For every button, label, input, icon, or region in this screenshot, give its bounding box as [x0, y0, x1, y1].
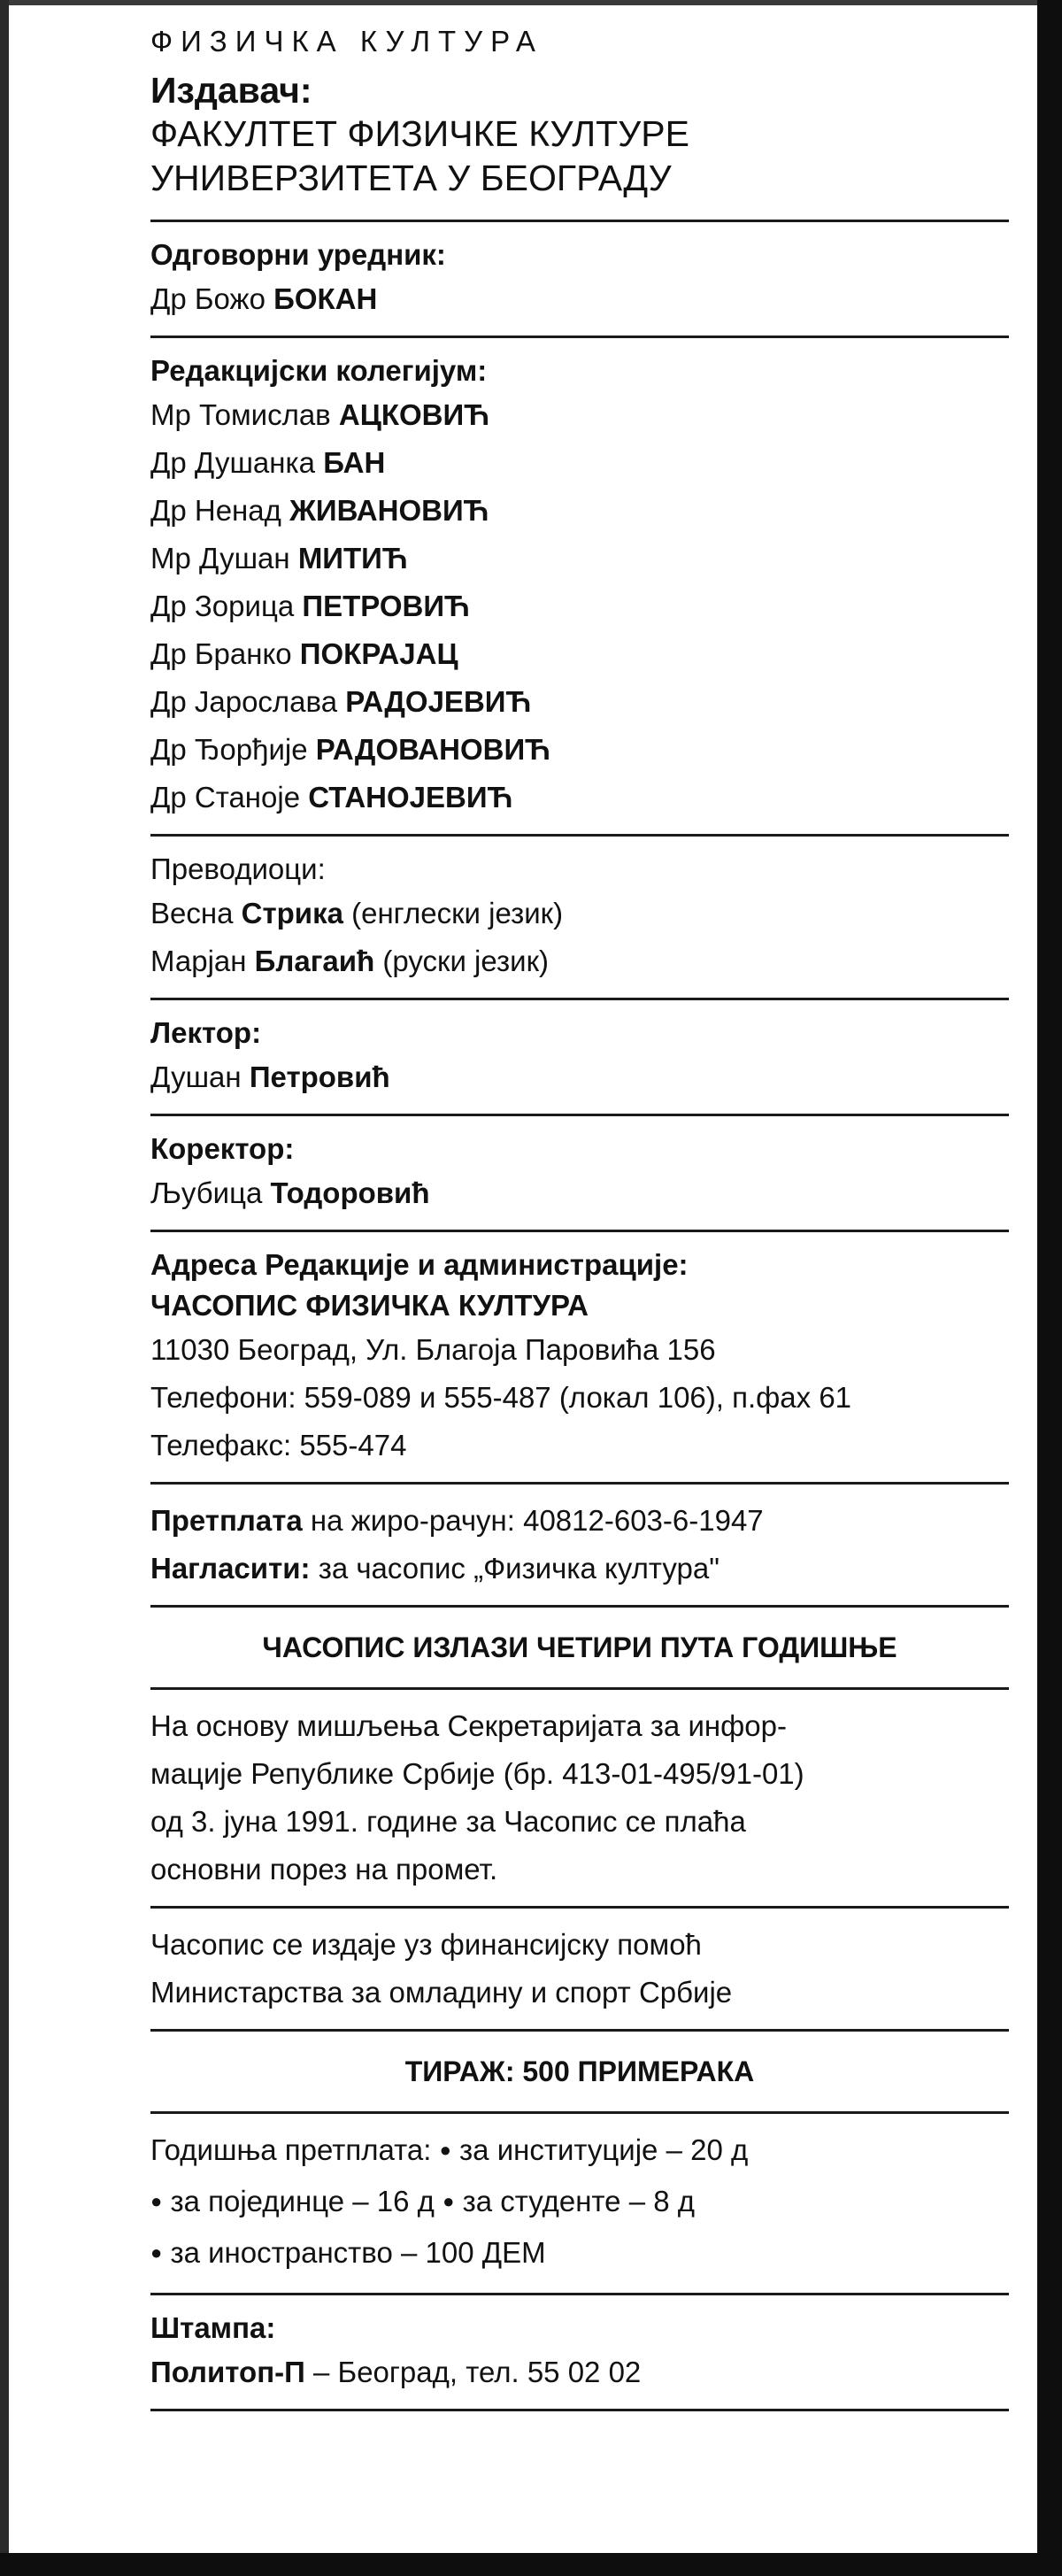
editor-name	[150, 275, 1009, 323]
proofreader-section	[150, 1116, 1009, 1230]
editor-label: Одговорни уредник:	[150, 238, 446, 271]
scan-border-left	[0, 0, 9, 2576]
annual-subscription-section	[150, 2114, 1009, 2293]
translator-surname: Стрика	[241, 897, 343, 929]
subscription-account-text: на жиро-рачун: 40812-603-6-1947	[310, 1504, 764, 1537]
proofreader-first: Љубица	[150, 1176, 263, 1209]
bullet-icon: ●	[150, 2190, 163, 2212]
board-member	[150, 535, 1009, 582]
lector-section	[150, 1000, 1009, 1114]
member-surname: МИТИЋ	[297, 542, 408, 575]
funding-line: Часопис се издаје уз финансијску помоћ	[150, 1928, 702, 1961]
board-member	[150, 774, 1009, 821]
member-title: Мр Томислав	[150, 398, 331, 431]
proofreader-name	[150, 1169, 1009, 1217]
subscription-note-label: Нагласити:	[150, 1552, 311, 1585]
scan-border-bottom	[0, 2553, 1062, 2576]
publisher-section	[150, 69, 1009, 220]
address-label: Адреса Редакције и администрације:	[150, 1248, 689, 1281]
print-run: ТИРАЖ: 500 ПРИМЕРАКА	[404, 2055, 755, 2087]
publisher-line-2: УНИВЕРЗИТЕТА У БЕОГРАДУ	[150, 158, 672, 198]
annual-line-1	[150, 2126, 1009, 2178]
bullet-icon: ●	[439, 2139, 451, 2161]
print-section	[150, 2295, 1009, 2409]
publisher-line-1: ФАКУЛТЕТ ФИЗИЧКЕ КУЛТУРЕ	[150, 113, 689, 154]
board-member	[150, 630, 1009, 678]
editor-title: Др Божо	[150, 282, 266, 315]
bullet-icon: ●	[442, 2190, 455, 2212]
editor-section	[150, 222, 1009, 335]
lector-first: Душан	[150, 1060, 242, 1093]
annual-institutions: за институције – 20 д	[459, 2133, 749, 2166]
translators-label: Преводиоци:	[150, 852, 326, 885]
printer-name: Политоп-П	[150, 2356, 305, 2388]
printer-details: – Београд, тел. 55 02 02	[313, 2356, 642, 2388]
subscription-label: Претплата	[150, 1504, 303, 1537]
printer-line	[150, 2348, 1009, 2396]
address-street: 11030 Београд, Ул. Благоја Паровића 156	[150, 1333, 716, 1366]
member-surname: СТАНОЈЕВИЋ	[308, 781, 513, 814]
tax-note-line: основни порез на промет.	[150, 1853, 498, 1886]
board-member	[150, 582, 1009, 630]
bullet-icon: ●	[150, 2241, 163, 2264]
annual-individuals: за појединце – 16 д	[170, 2185, 435, 2217]
lector-name	[150, 1053, 1009, 1101]
annual-students: за студенте – 8 д	[462, 2185, 695, 2217]
annual-abroad: за иностранство – 100 ДЕМ	[170, 2236, 546, 2269]
board-member	[150, 391, 1009, 439]
subscription-section	[150, 1485, 1009, 1605]
colophon	[150, 25, 1009, 2411]
tax-note-line: На основу мишљења Секретаријата за инфор-	[150, 1709, 787, 1742]
print-label: Штампа:	[150, 2311, 276, 2344]
annual-line-3	[150, 2229, 1009, 2280]
lector-label: Лектор:	[150, 1016, 262, 1049]
proofreader-label: Коректор:	[150, 1132, 295, 1165]
scan-border-right	[1037, 0, 1062, 2576]
board-member	[150, 439, 1009, 487]
subscription-note	[150, 1545, 1009, 1593]
translator-language: (енглески језик)	[351, 897, 564, 929]
translator	[150, 890, 1009, 937]
tax-note-line: мације Републике Србије (бр. 413-01-495/91-01)	[150, 1757, 804, 1790]
member-title: Др Зорица	[150, 590, 295, 622]
scan-border-top	[0, 0, 1062, 5]
translator-surname: Благаић	[254, 945, 375, 977]
funding-section	[150, 1909, 1009, 2029]
member-surname: АЦКОВИЋ	[338, 398, 490, 431]
lector-surname: Петровић	[249, 1060, 390, 1093]
tax-note-section	[150, 1690, 1009, 1906]
masthead: ФИЗИЧКА КУЛТУРА	[150, 25, 543, 58]
member-surname: ПЕТРОВИЋ	[302, 590, 470, 622]
translator-first: Марјан	[150, 945, 247, 977]
address-name: ЧАСОПИС ФИЗИЧКА КУЛТУРА	[150, 1289, 589, 1322]
annual-intro: Годишња претплата:	[150, 2133, 432, 2166]
translator-first: Весна	[150, 897, 234, 929]
member-title: Др Душанка	[150, 446, 316, 479]
board-member	[150, 487, 1009, 535]
board-member	[150, 726, 1009, 774]
translators-section	[150, 837, 1009, 998]
board-member	[150, 678, 1009, 726]
member-title: Др Станоје	[150, 781, 301, 814]
translator	[150, 937, 1009, 985]
translator-language: (руски језик)	[382, 945, 549, 977]
member-title: Мр Душан	[150, 542, 290, 575]
member-title: Др Ђорђије	[150, 733, 308, 766]
tax-note-line: од 3. јуна 1991. године за Часопис се плаћа	[150, 1805, 746, 1838]
publisher-label: Издавач:	[150, 70, 312, 111]
member-title: Др Бранко	[150, 637, 292, 670]
divider	[150, 2409, 1009, 2411]
address-phones: Телефони: 559-089 и 555-487 (локал 106), п.фах 61	[150, 1381, 852, 1414]
funding-line: Министарства за омладину и спорт Србије	[150, 1976, 733, 2009]
member-surname: РАДОВАНОВИЋ	[315, 733, 551, 766]
address-section	[150, 1232, 1009, 1482]
member-title: Др Јарослава	[150, 685, 338, 718]
frequency-notice: ЧАСОПИС ИЗЛАЗИ ЧЕТИРИ ПУТА ГОДИШЊЕ	[262, 1631, 897, 1663]
annual-line-2	[150, 2178, 1009, 2229]
board-section	[150, 338, 1009, 834]
member-surname: ПОКРАЈАЦ	[299, 637, 458, 670]
board-label: Редакцијски колегијум:	[150, 354, 488, 387]
subscription-note-text: за часопис „Физичка култура"	[318, 1552, 720, 1585]
editor-surname: БОКАН	[273, 282, 378, 315]
member-surname: ЖИВАНОВИЋ	[289, 494, 489, 527]
member-surname: БАН	[323, 446, 386, 479]
proofreader-surname: Тодоровић	[270, 1176, 430, 1209]
subscription-account	[150, 1497, 1009, 1545]
member-title: Др Ненад	[150, 494, 281, 527]
member-surname: РАДОЈЕВИЋ	[345, 685, 532, 718]
address-fax: Телефакс: 555-474	[150, 1429, 407, 1462]
